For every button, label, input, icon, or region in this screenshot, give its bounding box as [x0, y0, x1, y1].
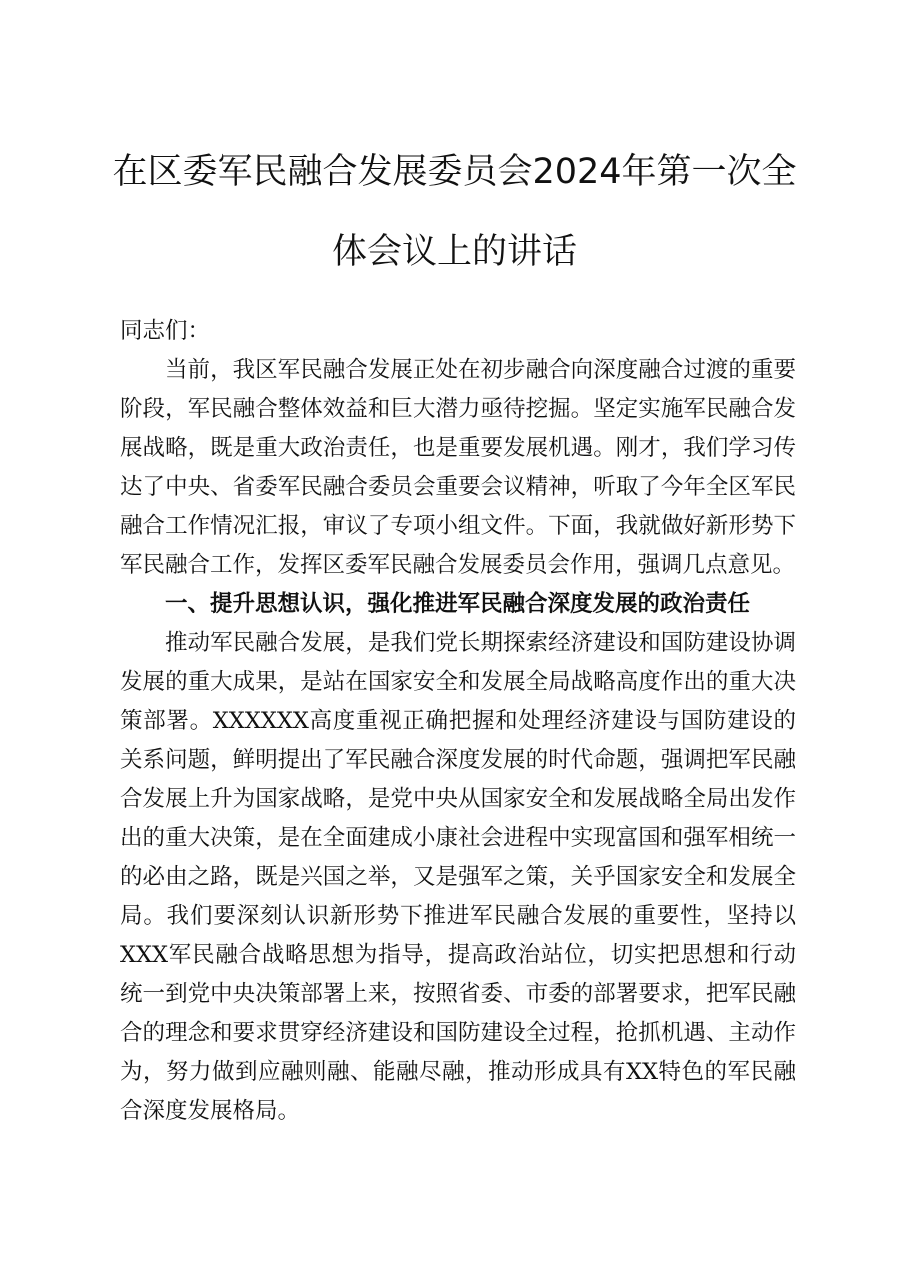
title-line-2: 体会议上的讲话 — [331, 232, 577, 272]
salutation: 同志们： — [120, 318, 211, 344]
section-1-heading: 一、提升思想认识，强化推进军民融合深度发展的政治责任 — [165, 591, 751, 617]
document-title — [100, 132, 809, 292]
title-line-1: 在区委军民融合发展委员会2024年第一次全 — [112, 152, 797, 192]
document-body — [120, 312, 796, 1131]
section-1-paragraph: 推动军民融合发展，是我们党长期探索经济建设和国防建设协调发展的重大成果，是站在国家安全和发展全局战略高度作出的重大决策部署。XXXXXX高度重视正确把握和处理经济建设与国防建设的关系问题，鲜明提出了军民融合深度发展的时代命题，强调把军民融合发展上升为国家战略，是党中央从国家安全和发展战略全局出发作出的重大决策，是在全面建成小康社会进程中实现富国和强军相统一的必由之路，既是兴国之举，又是强军之策，关乎国家安全和发展全局。我们要深刻认识新形势下推进军民融合发展的重要性，坚持以XXX军民融合战略思想为指导，提高政治站位，切实把思想和行动统一到党中央决策部署上来，按照省委、市委的部署要求，把军民融合的理念和要求贯穿经济建设和国防建设全过程，抢抓机遇、主动作为，努力做到应融则融、能融尽融，推动形成具有XX特色的军民融合深度发展格局。 — [120, 630, 796, 1124]
intro-paragraph: 当前，我区军民融合发展正处在初步融合向深度融合过渡的重要阶段，军民融合整体效益和巨大潜力亟待挖掘。坚定实施军民融合发展战略，既是重大政治责任，也是重要发展机遇。刚才，我们学习传达了中央、省委军民融合委员会重要会议精神，听取了今年全区军民融合工作情况汇报，审议了专项小组文件。下面，我就做好新形势下军民融合工作，发挥区委军民融合发展委员会作用，强调几点意见。 — [120, 357, 796, 578]
